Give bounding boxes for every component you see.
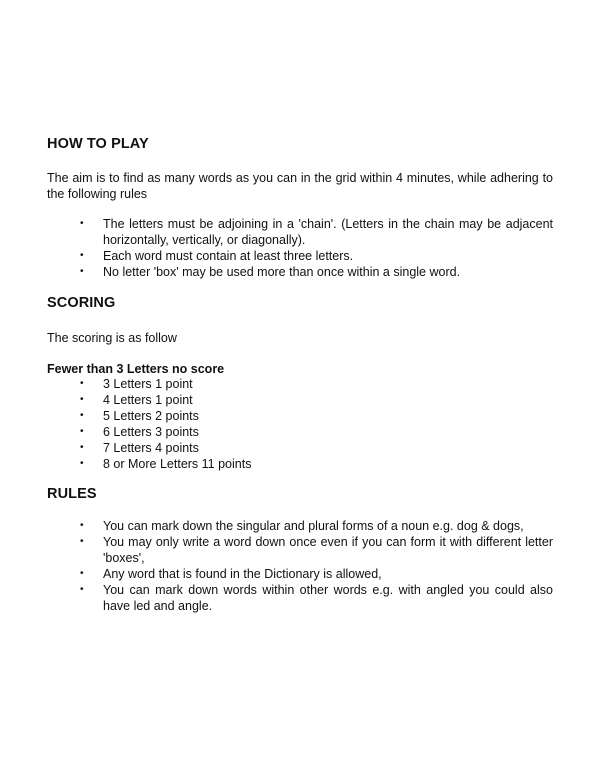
scoring-subheading: Fewer than 3 Letters no score — [47, 362, 225, 376]
rules-list — [47, 518, 553, 614]
list-item — [47, 408, 553, 424]
bullet-icon: • — [80, 520, 84, 531]
list-item-text: 6 Letters 3 points — [103, 425, 199, 439]
list-item — [47, 248, 553, 264]
list-item-text: 5 Letters 2 points — [103, 409, 199, 423]
bullet-icon: • — [80, 442, 84, 453]
list-item — [47, 534, 553, 566]
rules-heading: RULES — [47, 486, 97, 502]
list-item-text: The letters must be adjoining in a 'chain'. (Letters in the chain may be adjacent horizontally, vertically, or diagonally). — [103, 217, 553, 247]
bullet-icon: • — [80, 218, 84, 229]
bullet-icon: • — [80, 266, 84, 277]
bullet-icon: • — [80, 458, 84, 469]
how-to-play-rules-list — [47, 216, 553, 280]
list-item-text: 8 or More Letters 11 points — [103, 457, 252, 471]
list-item — [47, 392, 553, 408]
bullet-icon: • — [80, 584, 84, 595]
scoring-list — [47, 376, 553, 472]
scoring-heading: SCORING — [47, 295, 116, 311]
list-item — [47, 376, 553, 392]
list-item — [47, 582, 553, 614]
list-item — [47, 424, 553, 440]
list-item-text: 7 Letters 4 points — [103, 441, 199, 455]
list-item-text: You can mark down the singular and plural forms of a noun e.g. dog & dogs, — [103, 519, 524, 533]
bullet-icon: • — [80, 568, 84, 579]
list-item-text: You may only write a word down once even if you can form it with different letter 'boxes', — [103, 535, 553, 565]
list-item — [47, 440, 553, 456]
list-item-text: 4 Letters 1 point — [103, 393, 193, 407]
list-item-text: No letter 'box' may be used more than once within a single word. — [103, 265, 461, 279]
bullet-icon: • — [80, 410, 84, 421]
bullet-icon: • — [80, 378, 84, 389]
list-item — [47, 518, 553, 534]
how-to-play-intro: The aim is to find as many words as you can in the grid within 4 minutes, while adhering to the following rules — [47, 171, 553, 201]
scoring-intro: The scoring is as follow — [47, 331, 177, 345]
list-item — [47, 264, 553, 280]
bullet-icon: • — [80, 426, 84, 437]
bullet-icon: • — [80, 394, 84, 405]
list-item-text: Each word must contain at least three letters. — [103, 249, 354, 263]
list-item-text: You can mark down words within other words e.g. with angled you could also have led and angle. — [103, 583, 553, 613]
list-item — [47, 456, 553, 472]
bullet-icon: • — [80, 250, 84, 261]
list-item-text: Any word that is found in the Dictionary is allowed, — [103, 567, 382, 581]
list-item — [47, 216, 553, 248]
bullet-icon: • — [80, 536, 84, 547]
list-item — [47, 566, 553, 582]
how-to-play-heading: HOW TO PLAY — [47, 136, 149, 152]
list-item-text: 3 Letters 1 point — [103, 377, 193, 391]
